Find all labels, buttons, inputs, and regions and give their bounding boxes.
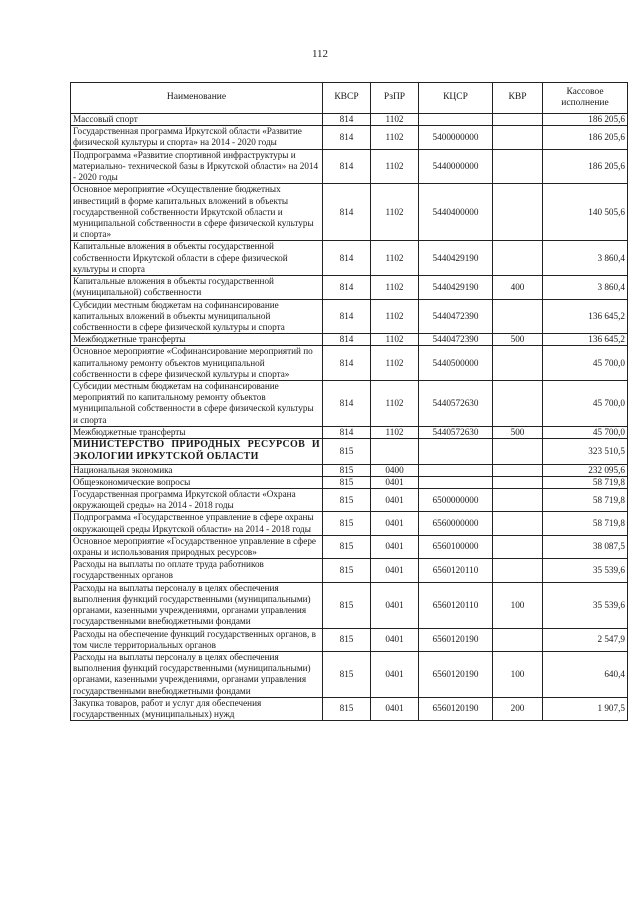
cell-kvsr: 814 bbox=[323, 426, 371, 438]
cell-kvsr: 814 bbox=[323, 184, 371, 241]
header-kvsr: КВСР bbox=[323, 83, 371, 114]
cell-rzpr: 1102 bbox=[371, 241, 419, 276]
cell-name: Подпрограмма «Государственное управление в сфере охраны окружающей среды Иркутской области» на 2014 - 2018 годы bbox=[71, 512, 323, 535]
cell-kvr: 500 bbox=[493, 334, 543, 346]
cell-kcsr bbox=[419, 476, 493, 488]
cell-amount: 35 539,6 bbox=[543, 559, 628, 582]
cell-kvsr: 815 bbox=[323, 535, 371, 558]
page-number: 112 bbox=[311, 48, 329, 60]
cell-kvsr: 814 bbox=[323, 114, 371, 126]
cell-rzpr: 0401 bbox=[371, 559, 419, 582]
table-row bbox=[71, 559, 628, 582]
table-body bbox=[71, 114, 628, 721]
cell-name: Основное мероприятие «Софинансирование мероприятий по капитальному ремонту объектов муниципальной собственности в сфере физической культуры и спорта» bbox=[71, 346, 323, 381]
cell-name: Межбюджетные трансферты bbox=[71, 334, 323, 346]
cell-kcsr: 6560120110 bbox=[419, 559, 493, 582]
cell-name: Расходы на обеспечение функций государственных органов, в том числе территориальных органов bbox=[71, 628, 323, 651]
cell-kcsr: 5440572630 bbox=[419, 381, 493, 427]
cell-name: Расходы на выплаты по оплате труда работников государственных органов bbox=[71, 559, 323, 582]
cell-kvr: 100 bbox=[493, 652, 543, 698]
cell-rzpr: 1102 bbox=[371, 346, 419, 381]
cell-rzpr: 0401 bbox=[371, 535, 419, 558]
cell-kvr: 200 bbox=[493, 697, 543, 720]
cell-name: Национальная экономика bbox=[71, 464, 323, 476]
cell-name: Расходы на выплаты персоналу в целях обеспечения выполнения функций государственными (муниципальными) органами, казенными учреждениями, органами управления государственными внебюджетными фондами bbox=[71, 652, 323, 698]
cell-kvr bbox=[493, 535, 543, 558]
cell-kcsr: 5440429190 bbox=[419, 241, 493, 276]
cell-kcsr: 6560120110 bbox=[419, 582, 493, 628]
cell-rzpr: 1102 bbox=[371, 126, 419, 149]
cell-kvr bbox=[493, 439, 543, 464]
table-row bbox=[71, 488, 628, 511]
table-row bbox=[71, 582, 628, 628]
cell-kvr bbox=[493, 628, 543, 651]
cell-name: Государственная программа Иркутской области «Развитие физической культуры и спорта» на 2014 - 2020 годы bbox=[71, 126, 323, 149]
cell-amount: 58 719,8 bbox=[543, 488, 628, 511]
cell-rzpr: 1102 bbox=[371, 276, 419, 299]
cell-name: Основное мероприятие «Осуществление бюджетных инвестиций в форме капитальных вложений в объекты государственной собственности Иркутской области и муниципальной собственности в сфере физической культуры и спорта» bbox=[71, 184, 323, 241]
cell-name: МИНИСТЕРСТВО ПРИРОДНЫХ РЕСУРСОВ И ЭКОЛОГИИ ИРКУТСКОЙ ОБЛАСТИ bbox=[71, 439, 323, 464]
cell-rzpr bbox=[371, 439, 419, 464]
cell-kcsr: 6560100000 bbox=[419, 535, 493, 558]
cell-kcsr: 5440429190 bbox=[419, 276, 493, 299]
cell-kvsr: 814 bbox=[323, 149, 371, 184]
cell-kcsr: 5440000000 bbox=[419, 149, 493, 184]
cell-amount: 640,4 bbox=[543, 652, 628, 698]
table-row bbox=[71, 426, 628, 438]
cell-name: Субсидии местным бюджетам на софинансирование капитальных вложений в объекты муниципальной собственности в сфере физической культуры и спорта bbox=[71, 299, 323, 334]
cell-name: Межбюджетные трансферты bbox=[71, 426, 323, 438]
table-row bbox=[71, 126, 628, 149]
cell-amount: 3 860,4 bbox=[543, 241, 628, 276]
cell-amount: 136 645,2 bbox=[543, 299, 628, 334]
cell-kcsr: 5440472390 bbox=[419, 334, 493, 346]
cell-kcsr: 6560120190 bbox=[419, 628, 493, 651]
cell-kcsr bbox=[419, 464, 493, 476]
table-row bbox=[71, 299, 628, 334]
cell-rzpr: 0401 bbox=[371, 476, 419, 488]
cell-amount: 45 700,0 bbox=[543, 381, 628, 427]
table-row bbox=[71, 334, 628, 346]
header-cash-execution: Кассовое исполнение bbox=[543, 83, 628, 114]
cell-amount: 186 205,6 bbox=[543, 126, 628, 149]
cell-name: Массовый спорт bbox=[71, 114, 323, 126]
cell-kvsr: 815 bbox=[323, 476, 371, 488]
cell-kvr bbox=[493, 559, 543, 582]
cell-kvr bbox=[493, 464, 543, 476]
cell-kvsr: 815 bbox=[323, 697, 371, 720]
cell-kvr bbox=[493, 488, 543, 511]
table-row bbox=[71, 381, 628, 427]
cell-rzpr: 0401 bbox=[371, 582, 419, 628]
cell-kvr bbox=[493, 512, 543, 535]
cell-name: Подпрограмма «Развитие спортивной инфраструктуры и материально- технической базы в Иркутской области» на 2014 - 2020 годы bbox=[71, 149, 323, 184]
header-rzpr: РзПР bbox=[371, 83, 419, 114]
table-row bbox=[71, 439, 628, 464]
cell-rzpr: 1102 bbox=[371, 149, 419, 184]
cell-rzpr: 0401 bbox=[371, 512, 419, 535]
cell-rzpr: 1102 bbox=[371, 184, 419, 241]
table-row bbox=[71, 241, 628, 276]
cell-kcsr bbox=[419, 114, 493, 126]
cell-kvsr: 814 bbox=[323, 346, 371, 381]
table-row bbox=[71, 476, 628, 488]
cell-kvr bbox=[493, 114, 543, 126]
header-name: Наименование bbox=[71, 83, 323, 114]
cell-kvsr: 814 bbox=[323, 334, 371, 346]
cell-kvr bbox=[493, 299, 543, 334]
table-row bbox=[71, 276, 628, 299]
cell-amount: 140 505,6 bbox=[543, 184, 628, 241]
cell-kvr bbox=[493, 476, 543, 488]
cell-rzpr: 0401 bbox=[371, 488, 419, 511]
cell-kvsr: 815 bbox=[323, 652, 371, 698]
cell-rzpr: 1102 bbox=[371, 114, 419, 126]
cell-kvr bbox=[493, 126, 543, 149]
cell-kcsr: 5440400000 bbox=[419, 184, 493, 241]
cell-amount: 45 700,0 bbox=[543, 426, 628, 438]
table-row bbox=[71, 535, 628, 558]
cell-kcsr: 6560120190 bbox=[419, 652, 493, 698]
table-header-row bbox=[71, 83, 628, 114]
cell-amount: 58 719,8 bbox=[543, 476, 628, 488]
cell-amount: 1 907,5 bbox=[543, 697, 628, 720]
header-kcsr: КЦСР bbox=[419, 83, 493, 114]
cell-kvsr: 815 bbox=[323, 439, 371, 464]
table-row bbox=[71, 184, 628, 241]
cell-name: Закупка товаров, работ и услуг для обеспечения государственных (муниципальных) нужд bbox=[71, 697, 323, 720]
header-kvr: КВР bbox=[493, 83, 543, 114]
cell-amount: 186 205,6 bbox=[543, 114, 628, 126]
cell-kvsr: 814 bbox=[323, 276, 371, 299]
table-row bbox=[71, 512, 628, 535]
cell-kvsr: 814 bbox=[323, 241, 371, 276]
cell-name: Капитальные вложения в объекты государственной (муниципальной) собственности bbox=[71, 276, 323, 299]
cell-rzpr: 0400 bbox=[371, 464, 419, 476]
table-row bbox=[71, 464, 628, 476]
cell-amount: 3 860,4 bbox=[543, 276, 628, 299]
cell-kcsr: 6560120190 bbox=[419, 697, 493, 720]
cell-amount: 35 539,6 bbox=[543, 582, 628, 628]
cell-kvsr: 814 bbox=[323, 381, 371, 427]
cell-rzpr: 0401 bbox=[371, 628, 419, 651]
cell-kvr bbox=[493, 149, 543, 184]
cell-name: Капитальные вложения в объекты государственной собственности Иркутской области в сфере физической культуры и спорта bbox=[71, 241, 323, 276]
cell-kvsr: 815 bbox=[323, 464, 371, 476]
cell-kvsr: 815 bbox=[323, 512, 371, 535]
cell-kvsr: 814 bbox=[323, 126, 371, 149]
cell-kcsr: 5400000000 bbox=[419, 126, 493, 149]
cell-rzpr: 0401 bbox=[371, 697, 419, 720]
table-row bbox=[71, 346, 628, 381]
cell-kvr: 100 bbox=[493, 582, 543, 628]
cell-kcsr: 6560000000 bbox=[419, 512, 493, 535]
cell-kvr bbox=[493, 381, 543, 427]
cell-rzpr: 1102 bbox=[371, 334, 419, 346]
cell-amount: 186 205,6 bbox=[543, 149, 628, 184]
table-row bbox=[71, 697, 628, 720]
cell-kcsr: 5440572630 bbox=[419, 426, 493, 438]
cell-name: Основное мероприятие «Государственное управление в сфере охраны и использования природных ресурсов» bbox=[71, 535, 323, 558]
table-row bbox=[71, 652, 628, 698]
table-row bbox=[71, 628, 628, 651]
cell-amount: 58 719,8 bbox=[543, 512, 628, 535]
cell-amount: 45 700,0 bbox=[543, 346, 628, 381]
cell-amount: 323 510,5 bbox=[543, 439, 628, 464]
cell-kvr bbox=[493, 241, 543, 276]
table-row bbox=[71, 149, 628, 184]
cell-kvsr: 815 bbox=[323, 488, 371, 511]
cell-kvsr: 815 bbox=[323, 582, 371, 628]
cell-kcsr bbox=[419, 439, 493, 464]
cell-name: Расходы на выплаты персоналу в целях обеспечения выполнения функций государственными (муниципальными) органами, казенными учреждениями, органами управления государственными внебюджетными фондами bbox=[71, 582, 323, 628]
cell-amount: 136 645,2 bbox=[543, 334, 628, 346]
cell-rzpr: 1102 bbox=[371, 299, 419, 334]
cell-kvsr: 814 bbox=[323, 299, 371, 334]
cell-name: Государственная программа Иркутской области «Охрана окружающей среды» на 2014 - 2018 годы bbox=[71, 488, 323, 511]
cell-rzpr: 1102 bbox=[371, 381, 419, 427]
budget-execution-table bbox=[70, 82, 628, 721]
cell-kvsr: 815 bbox=[323, 628, 371, 651]
cell-kcsr: 6500000000 bbox=[419, 488, 493, 511]
cell-kcsr: 5440472390 bbox=[419, 299, 493, 334]
cell-kvsr: 815 bbox=[323, 559, 371, 582]
cell-amount: 232 095,6 bbox=[543, 464, 628, 476]
table-row bbox=[71, 114, 628, 126]
cell-amount: 38 087,5 bbox=[543, 535, 628, 558]
cell-kcsr: 5440500000 bbox=[419, 346, 493, 381]
cell-kvr bbox=[493, 346, 543, 381]
cell-kvr bbox=[493, 184, 543, 241]
cell-name: Субсидии местным бюджетам на софинансирование мероприятий по капитальному ремонту объектов муниципальной собственности в сфере физической культуры и спорта bbox=[71, 381, 323, 427]
cell-rzpr: 0401 bbox=[371, 652, 419, 698]
cell-kvr: 400 bbox=[493, 276, 543, 299]
cell-rzpr: 1102 bbox=[371, 426, 419, 438]
cell-amount: 2 547,9 bbox=[543, 628, 628, 651]
cell-kvr: 500 bbox=[493, 426, 543, 438]
cell-name: Общеэкономические вопросы bbox=[71, 476, 323, 488]
